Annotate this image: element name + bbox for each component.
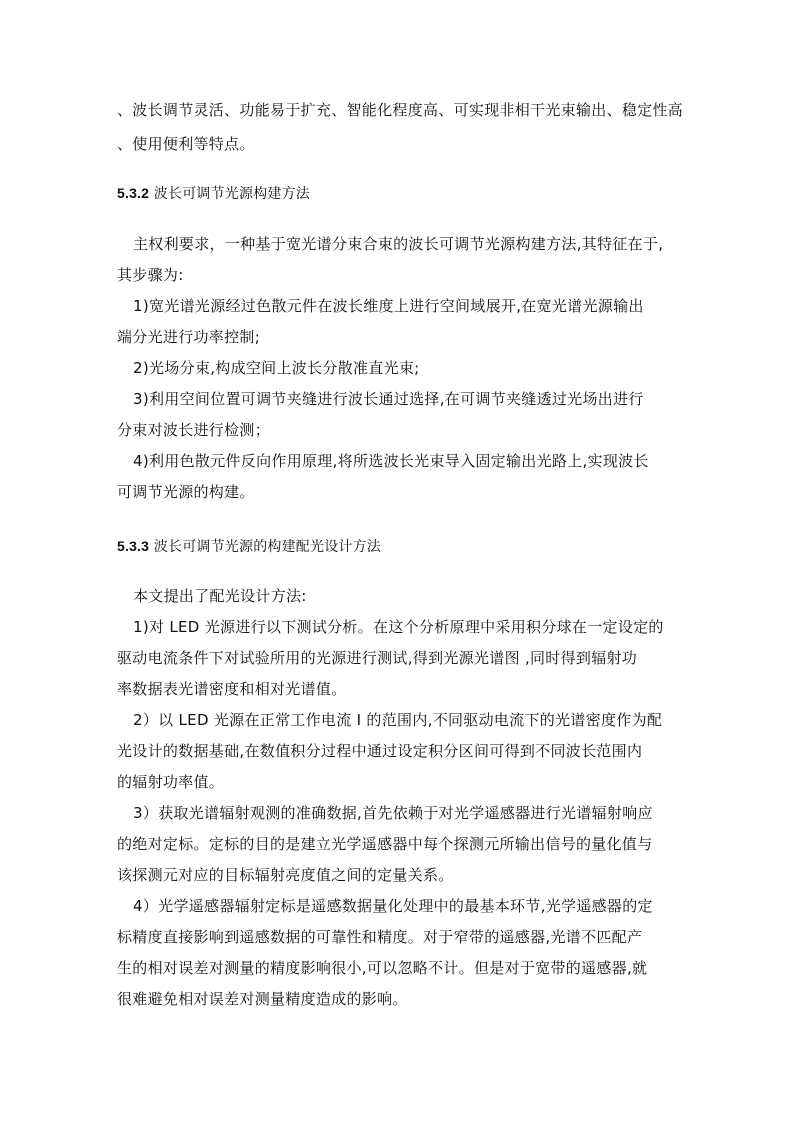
section-5-3-2-heading <box>117 183 310 204</box>
section-5-3-3-line-1: 本文提出了配光设计方法: <box>133 587 307 605</box>
section-5-3-3-line-14: 很难避免相对误差对测量精度造成的影响。 <box>117 990 408 1008</box>
section-5-3-2-line-5: 2)光场分束,构成空间上波长分散准直光束; <box>133 359 420 377</box>
intro-line-2: 、使用便利等特点。 <box>117 135 255 153</box>
section-5-3-3-line-6: 光设计的数据基础,在数值积分过程中通过设定积分区间可得到不同波长范围内 <box>117 742 643 760</box>
section-5-3-3-line-5: 2）以 LED 光源在正常工作电流 I 的范围内,不同驱动电流下的光谱密度作为配 <box>133 711 663 729</box>
intro-line-1: 、波长调节灵活、功能易于扩充、智能化程度高、可实现非相干光束输出、稳定性高 <box>117 101 684 119</box>
section-5-3-3-line-10: 该探测元对应的目标辐射亮度值之间的定量关系。 <box>117 866 454 884</box>
section-5-3-2-line-3: 1)宽光谱光源经过色散元件在波长维度上进行空间域展开,在宽光谱光源输出 <box>133 297 644 315</box>
section-5-3-3-line-7: 的辐射功率值。 <box>117 773 225 791</box>
section-5-3-3-line-3: 驱动电流条件下对试验所用的光源进行测试,得到光源光谱图 ,同时得到辐射功 <box>117 649 638 667</box>
section-5-3-3-number: 5.3.3 <box>117 538 150 554</box>
section-5-3-3-line-9: 的绝对定标。定标的目的是建立光学遥感器中每个探测元所输出信号的量化值与 <box>117 835 653 853</box>
section-5-3-2-line-7: 分束对波长进行检测； <box>117 421 271 439</box>
section-5-3-3-line-12: 标精度直接影响到遥感数据的可靠性和精度。对于窄带的遥感器,光谱不匹配产 <box>117 928 643 946</box>
section-5-3-3-line-8: 3）获取光谱辐射观测的准确数据,首先依赖于对光学遥感器进行光谱辐射响应 <box>133 804 653 822</box>
section-5-3-3-line-2: 1)对 LED 光源进行以下测试分析。在这个分析原理中采用积分球在一定设定的 <box>133 618 664 636</box>
section-5-3-2-line-4: 端分光进行功率控制; <box>117 328 261 346</box>
section-5-3-2-line-9: 可调节光源的构建。 <box>117 483 255 501</box>
section-5-3-2-line-6: 3)利用空间位置可调节夹缝进行波长通过选择,在可调节夹缝透过光场出进行 <box>133 390 644 408</box>
section-5-3-2-line-2: 其步骤为: <box>117 266 184 284</box>
section-5-3-3-title: 波长可调节光源的构建配光设计方法 <box>153 539 381 555</box>
section-5-3-2-number: 5.3.2 <box>117 185 150 201</box>
section-5-3-3-line-4: 率数据表光谱密度和相对光谱值。 <box>117 680 347 698</box>
section-5-3-3-heading <box>117 536 381 557</box>
section-5-3-2-line-1: 主权利要求，一种基于宽光谱分束合束的波长可调节光源构建方法,其特征在于, <box>133 235 664 253</box>
section-5-3-3-line-11: 4）光学遥感器辐射定标是遥感数据量化处理中的最基本环节,光学遥感器的定 <box>133 897 653 915</box>
section-5-3-3-line-13: 生的相对误差对测量的精度影响很小,可以忽略不计。但是对于宽带的遥感器,就 <box>117 959 648 977</box>
section-5-3-2-title: 波长可调节光源构建方法 <box>153 186 310 202</box>
section-5-3-2-line-8: 4)利用色散元件反向作用原理,将所选波长光束导入固定输出光路上,实现波长 <box>133 452 649 470</box>
